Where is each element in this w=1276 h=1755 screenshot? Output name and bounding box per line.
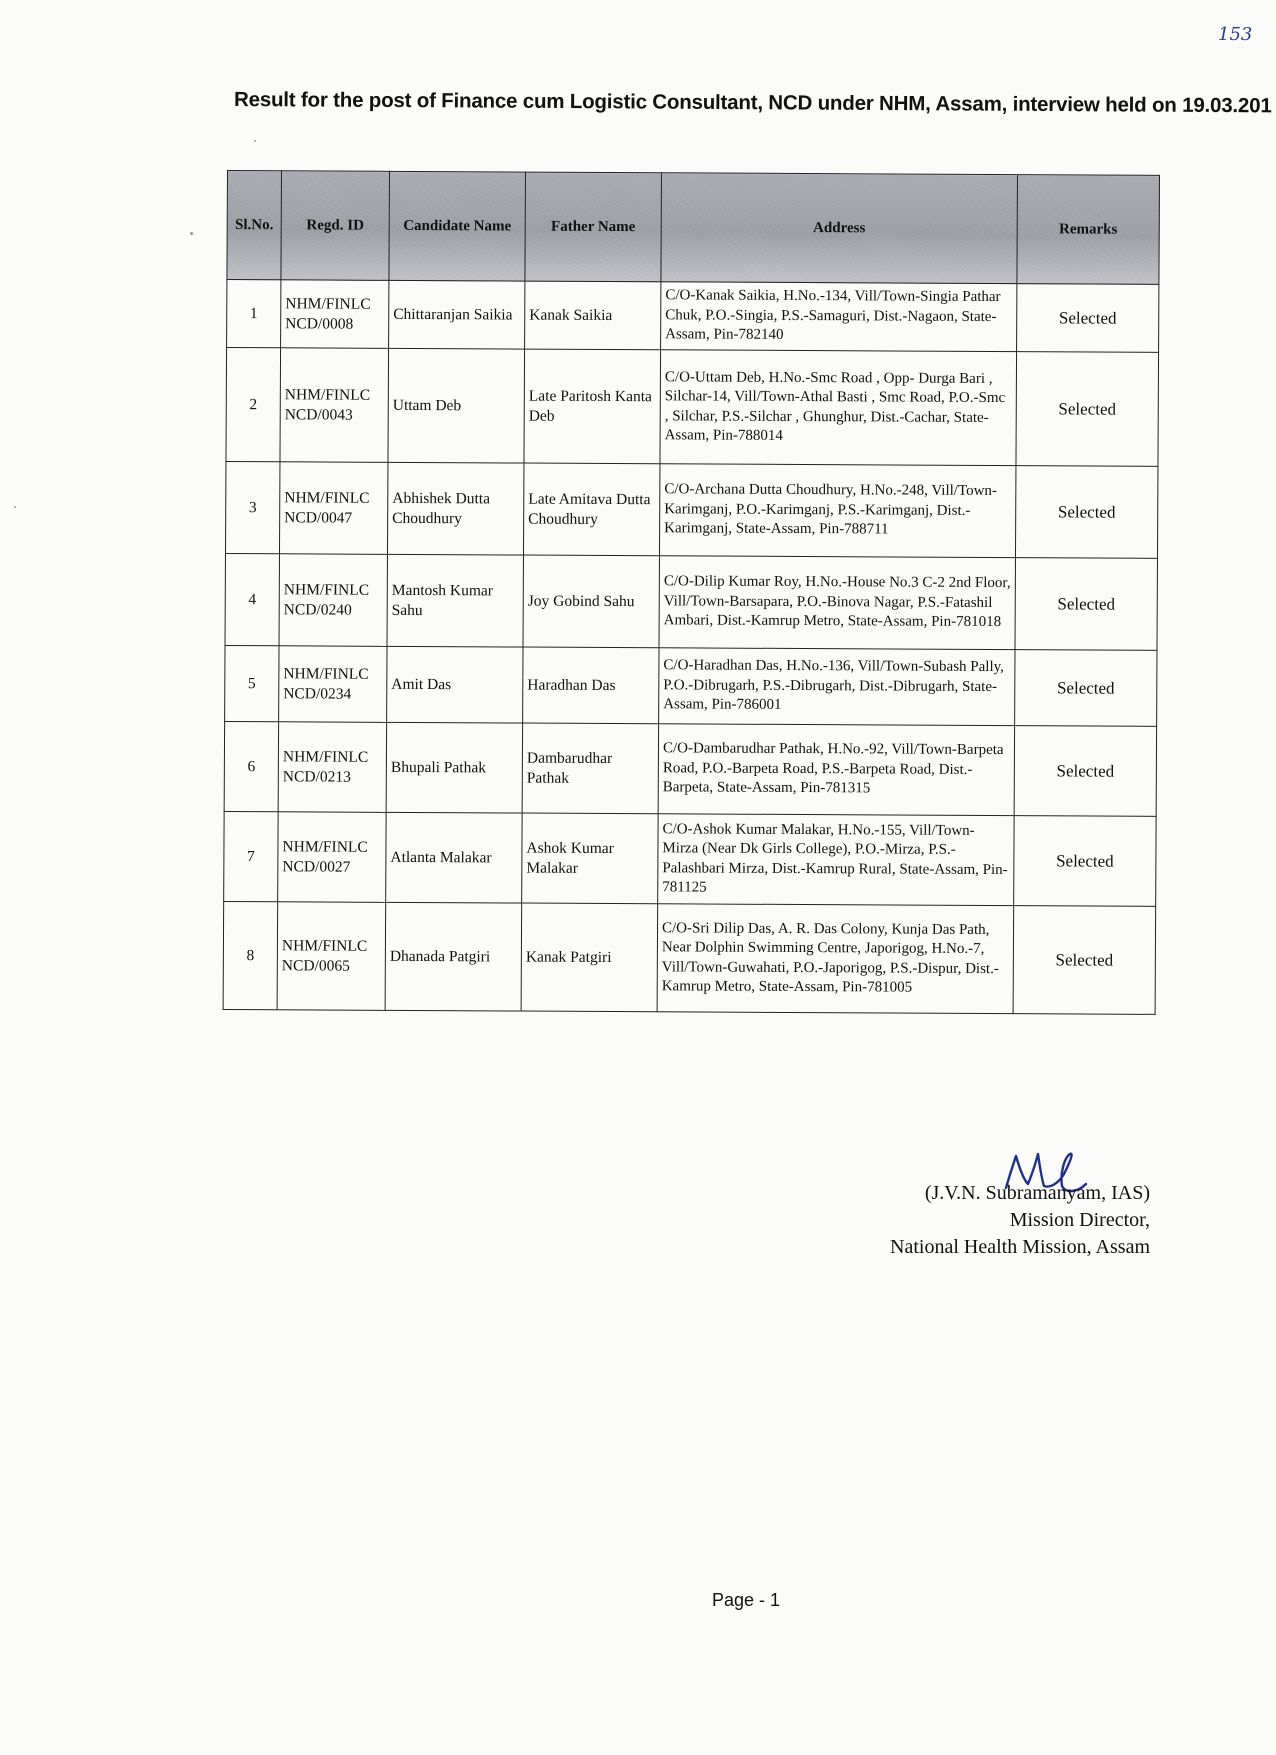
cell-remarks: Selected (1013, 906, 1156, 1015)
header-remarks: Remarks (1017, 175, 1160, 285)
cell-candidate-name: Bhupali Pathak (386, 722, 522, 813)
cell-father-name: Kanak Saikia (525, 281, 661, 350)
cell-father-name: Late Amitava Dutta Choudhury (523, 463, 659, 556)
cell-father-name: Haradhan Das (523, 647, 659, 724)
cell-remarks: Selected (1014, 816, 1156, 907)
cell-candidate-name: Uttam Deb (388, 348, 525, 463)
table-body (223, 280, 1159, 1015)
cell-candidate-name: Chittaranjan Saikia (389, 280, 525, 349)
cell-candidate-name: Amit Das (387, 646, 523, 723)
header-father-name: Father Name (525, 172, 662, 282)
cell-address: C/O-Dambarudhar Pathak, H.No.-92, Vill/Town-Barpeta Road, P.O.-Barpeta Road, P.S.-Barpeta Road, Dist.-Barpeta, State-Assam, Pin-781315 (658, 724, 1014, 816)
cell-regd-id: NHM/FINLC NCD/0240 (279, 554, 387, 647)
cell-remarks: Selected (1015, 650, 1157, 727)
cell-remarks: Selected (1016, 352, 1159, 467)
table-row (224, 721, 1156, 816)
cell-remarks: Selected (1015, 466, 1157, 559)
cell-regd-id: NHM/FINLC NCD/0234 (279, 646, 387, 723)
cell-father-name: Late Paritosh Kanta Deb (524, 349, 661, 464)
cell-sl-no: 1 (227, 280, 281, 348)
table-row (226, 348, 1159, 467)
document-title: Result for the post of Finance cum Logistic Consultant, NCD under NHM, Assam, interview held on 19.03.201 (233, 88, 1272, 118)
cell-candidate-name: Atlanta Malakar (386, 812, 522, 903)
header-address: Address (661, 173, 1018, 284)
cell-remarks: Selected (1014, 726, 1156, 817)
table-row (227, 280, 1159, 353)
scan-speck (14, 506, 16, 508)
cell-candidate-name: Mantosh Kumar Sahu (387, 554, 523, 647)
cell-father-name: Dambarudhar Pathak (522, 723, 658, 814)
table-row (225, 645, 1157, 726)
cell-regd-id: NHM/FINLC NCD/0213 (278, 722, 386, 813)
cell-candidate-name: Dhanada Patgiri (385, 902, 522, 1011)
scan-speck (190, 232, 193, 235)
signatory-designation: Mission Director, (1009, 1209, 1150, 1231)
header-sl-no: Sl.No. (227, 171, 282, 280)
cell-address: C/O-Dilip Kumar Roy, H.No.-House No.3 C-2 2nd Floor, Vill/Town-Barsapara, P.O.-Binova Nagar, P.S.-Fatashil Ambari, Dist.-Kamrup Metro, State-Assam, Pin-781018 (659, 556, 1015, 650)
cell-address: C/O-Kanak Saikia, H.No.-134, Vill/Town-Singia Pathar Chuk, P.O.-Singia, P.S.-Samaguri, Dist.-Nagaon, State-Assam, Pin-782140 (661, 282, 1017, 352)
table-row (225, 461, 1157, 558)
cell-regd-id: NHM/FINLC NCD/0047 (279, 462, 387, 555)
scan-speck (254, 140, 256, 142)
header-regd-id: Regd. ID (281, 171, 390, 281)
cell-regd-id: NHM/FINLC NCD/0043 (280, 348, 389, 463)
cell-address: C/O-Sri Dilip Das, A. R. Das Colony, Kunja Das Path, Near Dolphin Swimming Centre, Japorigog, H.No.-7, Vill/Town-Guwahati, P.O.-Japorigog, P.S.-Dispur, Dist.-Kamrup Metro, State-Assam, Pin-781005 (657, 904, 1014, 1014)
cell-address: C/O-Haradhan Das, H.No.-136, Vill/Town-Subash Pally, P.O.-Dibrugarh, P.S.-Dibrugarh, Dist.-Dibrugarh, State-Assam, Pin-786001 (659, 648, 1015, 726)
table-row (223, 901, 1156, 1014)
cell-address: C/O-Archana Dutta Choudhury, H.No.-248, Vill/Town-Karimganj, P.O.-Karimganj, P.S.-Karimganj, Dist.-Karimganj, State-Assam, Pin-788711 (659, 464, 1015, 558)
table-row (225, 553, 1157, 650)
table-row (224, 811, 1156, 906)
cell-remarks: Selected (1017, 284, 1159, 353)
cell-sl-no: 2 (226, 348, 281, 462)
cell-candidate-name: Abhishek Dutta Choudhury (387, 462, 523, 555)
cell-regd-id: NHM/FINLC NCD/0027 (278, 812, 386, 903)
cell-sl-no: 5 (225, 645, 279, 721)
table-header (227, 171, 1160, 285)
cell-regd-id: NHM/FINLC NCD/0008 (281, 280, 389, 349)
handwritten-page-number: 153 (1218, 24, 1253, 45)
cell-father-name: Kanak Patgiri (521, 903, 658, 1012)
header-row (227, 171, 1160, 285)
cell-father-name: Ashok Kumar Malakar (522, 813, 658, 904)
cell-sl-no: 6 (224, 721, 278, 811)
signatory-organization: National Health Mission, Assam (890, 1236, 1150, 1258)
cell-father-name: Joy Gobind Sahu (523, 555, 659, 648)
page-number: Page - 1 (712, 1590, 781, 1610)
cell-sl-no: 4 (225, 553, 279, 645)
cell-address: C/O-Ashok Kumar Malakar, H.No.-155, Vill/Town-Mirza (Near Dk Girls College), P.O.-Mirza, P.S.-Palashbari Mirza, Dist.-Kamrup Rural, State-Assam, Pin-781125 (658, 814, 1014, 906)
cell-regd-id: NHM/FINLC NCD/0065 (277, 902, 386, 1011)
header-candidate-name: Candidate Name (389, 171, 526, 281)
signature-block (820, 1180, 1150, 1261)
cell-address: C/O-Uttam Deb, H.No.-Smc Road , Opp- Durga Bari , Silchar-14, Vill/Town-Athal Basti , Smc Road, P.O.-Smc , Silchar, P.S.-Silchar , Ghunghur, Dist.-Cachar, State-Assam, Pin-788014 (660, 350, 1017, 466)
result-table (223, 170, 1160, 1015)
cell-sl-no: 7 (224, 811, 278, 901)
cell-remarks: Selected (1015, 558, 1157, 651)
signatory-name: (J.V.N. Subramanyam, IAS) (924, 1182, 1150, 1204)
cell-sl-no: 3 (225, 461, 279, 553)
cell-sl-no: 8 (223, 901, 278, 1009)
